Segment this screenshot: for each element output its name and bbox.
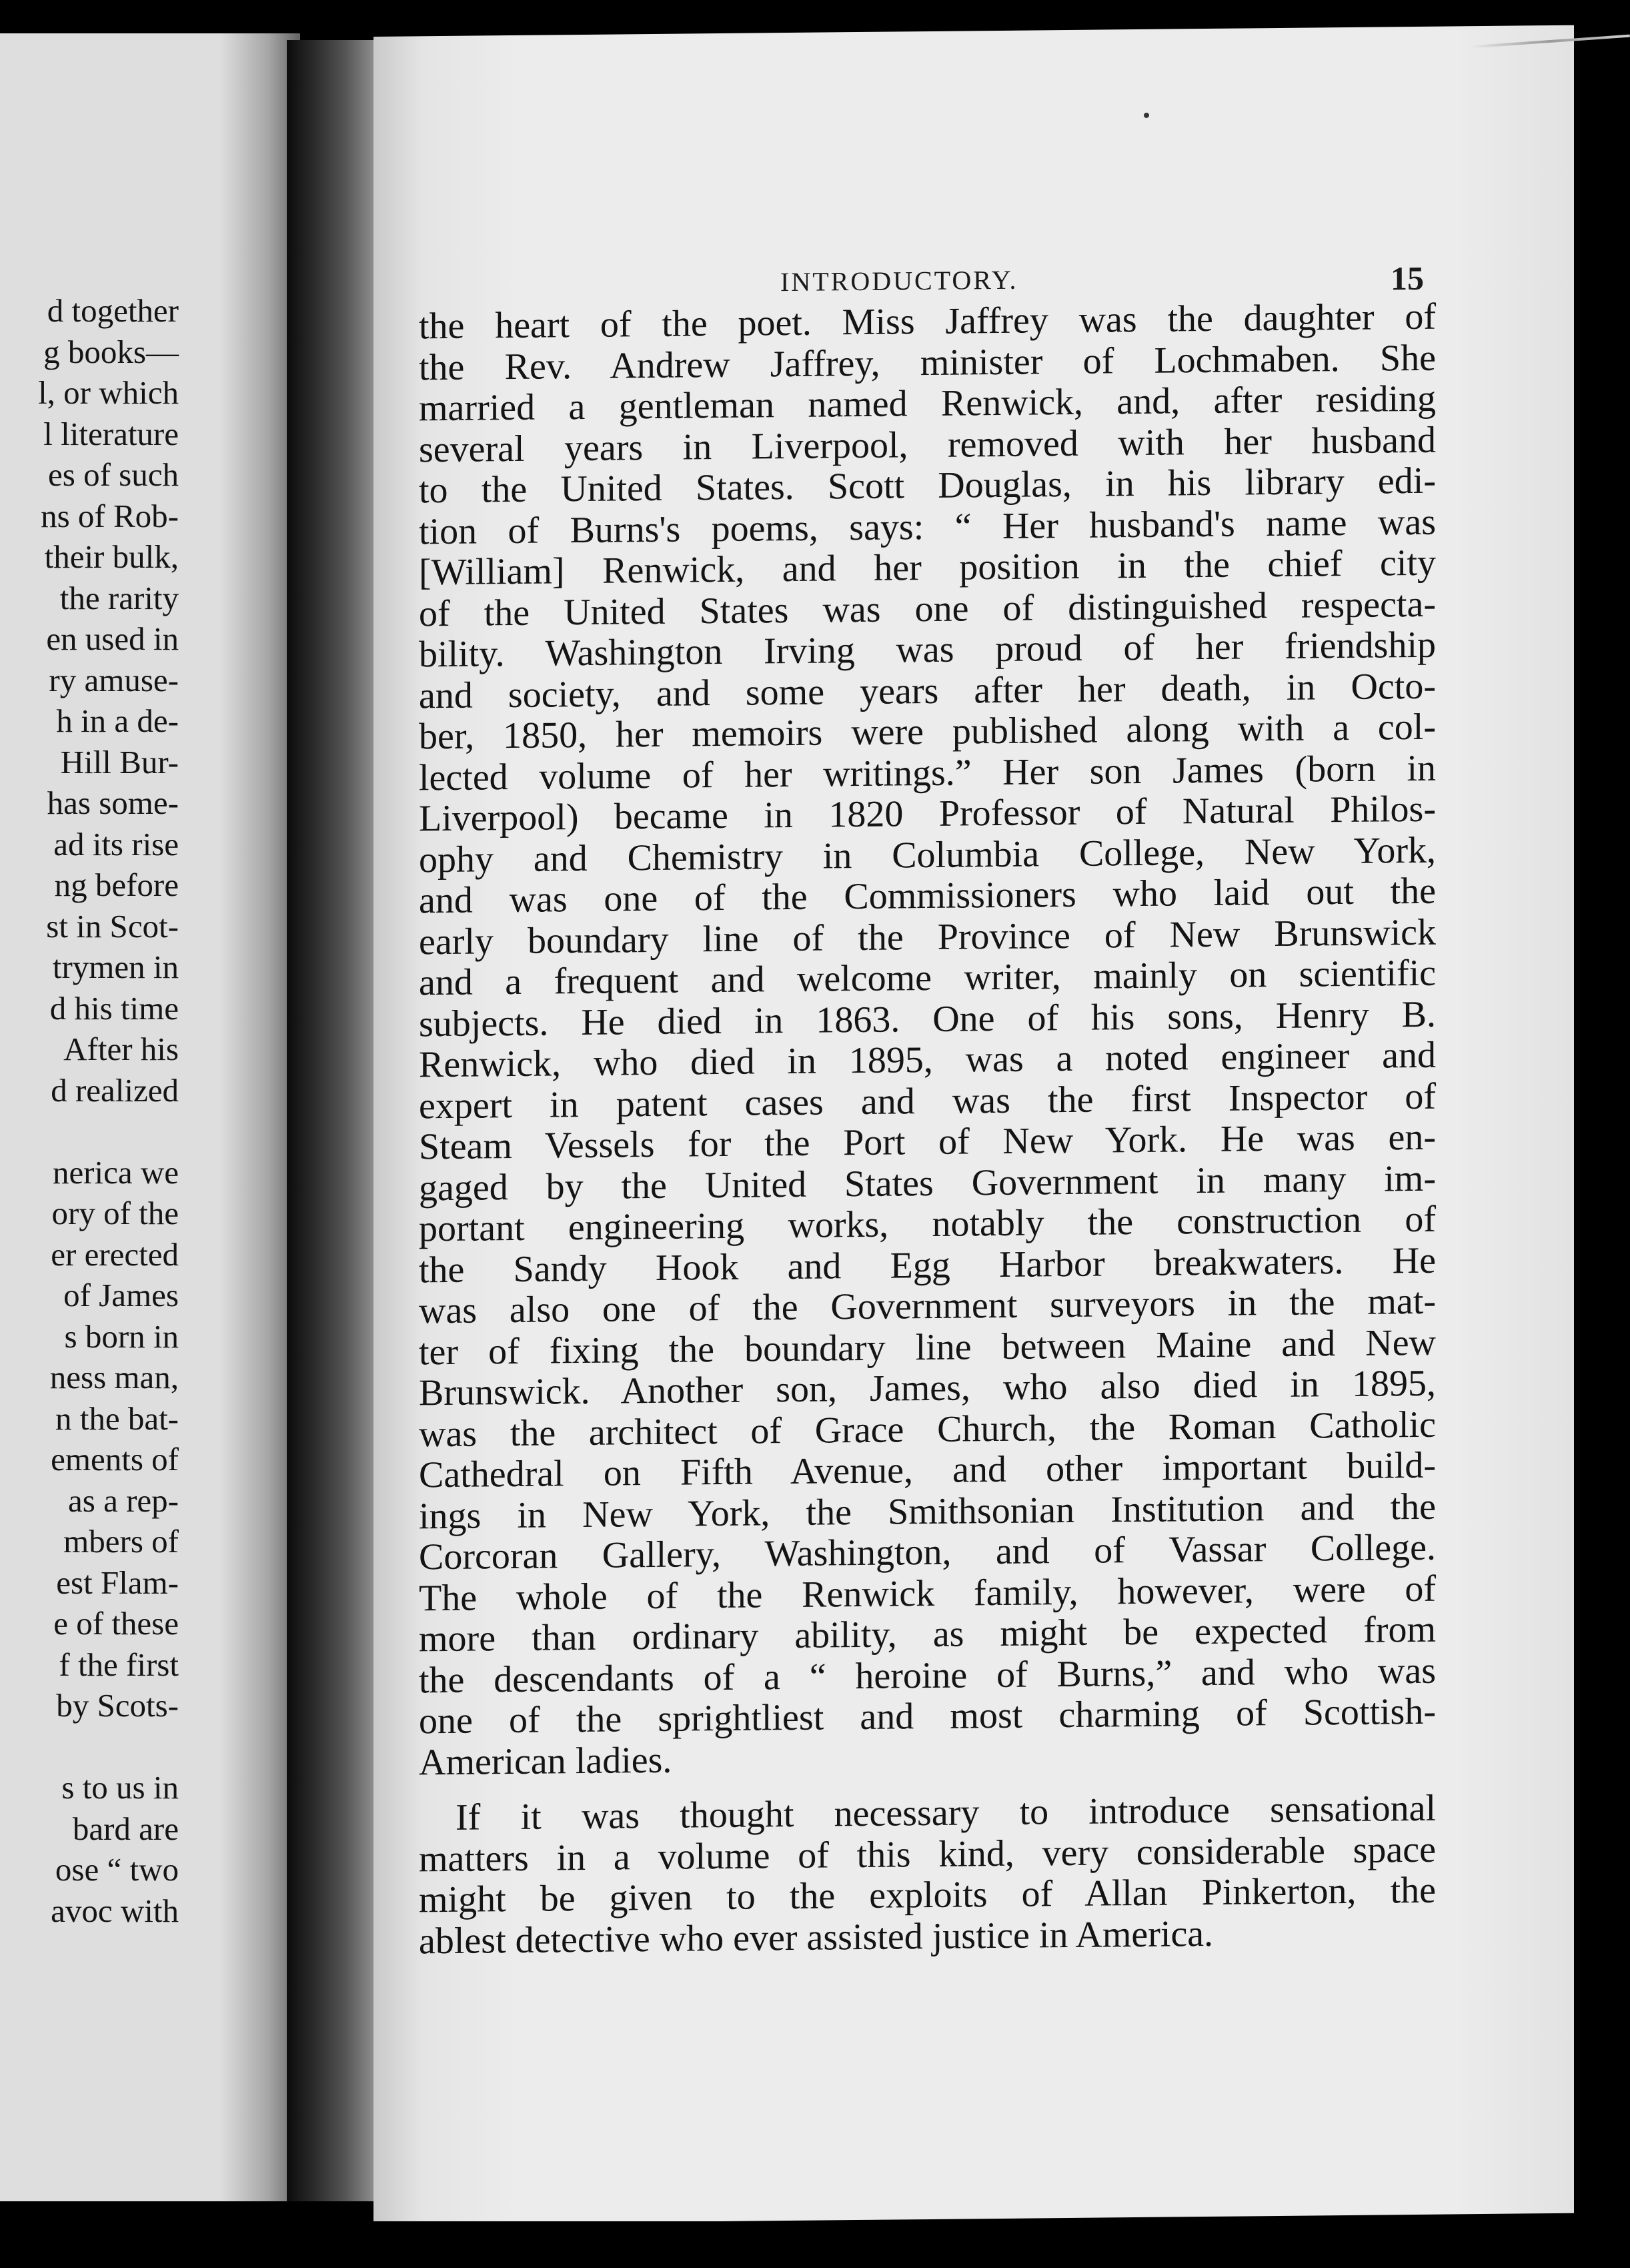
left-page-line: d realized: [51, 1071, 179, 1109]
left-page-line: er erected: [51, 1235, 179, 1273]
page-number: 15: [1391, 259, 1424, 298]
body-line: The whole of the Renwick family, however, were of: [419, 1568, 1436, 1619]
body-line: ophy and Chemistry in Columbia College, New York,: [419, 829, 1436, 881]
left-page-line: ements of: [51, 1441, 179, 1478]
left-page-line: l, or which: [38, 374, 179, 411]
left-page-line: en used in: [46, 620, 179, 657]
body-line: subjects. He died in 1863. One of his sons, Henry B.: [419, 993, 1436, 1045]
body-line: portant engineering works, notably the construction of: [419, 1198, 1436, 1250]
body-line: and was one of the Commissioners who laid out the: [419, 870, 1436, 922]
left-page-line: their bulk,: [44, 538, 179, 575]
body-line: the Sandy Hook and Egg Harbor breakwaters. He: [419, 1239, 1436, 1291]
body-line: to the United States. Scott Douglas, in his library edi-: [419, 460, 1436, 512]
left-page-line: s born in: [64, 1317, 179, 1355]
left-page-line: trymen in: [52, 949, 179, 985]
left-page-blank: [38, 1726, 179, 1768]
left-page-line: After his: [63, 1031, 179, 1067]
body-line: expert in patent cases and was the first Inspector of: [419, 1075, 1436, 1127]
body-line: and society, and some years after her death, in Octo-: [419, 665, 1436, 716]
left-page-line: ns of Rob-: [41, 497, 179, 534]
left-page-line: st in Scot-: [46, 907, 179, 945]
body-line: matters in a volume of this kind, very considerable space: [419, 1828, 1436, 1880]
left-page-line: n the bat-: [55, 1399, 179, 1437]
body-line: ablest detective who ever assisted justice in America.: [419, 1912, 1214, 1962]
body-line: Liverpool) became in 1820 Professor of Natural Philos-: [419, 788, 1436, 840]
body-line: one of the sprightliest and most charming of Scottish-: [419, 1690, 1436, 1742]
left-page-line: s to us in: [61, 1769, 179, 1806]
body-line: Cathedral on Fifth Avenue, and other important build-: [419, 1444, 1436, 1496]
body-text: [419, 297, 1436, 1962]
body-line: Corcoran Gallery, Washington, and of Vassar College.: [419, 1526, 1436, 1578]
body-line: If it was thought necessary to introduce sensational: [456, 1787, 1436, 1838]
left-page-line: as a rep-: [68, 1482, 179, 1519]
left-page-line: ose “ two: [55, 1851, 179, 1888]
body-line: of the United States was one of distinguished respecta-: [419, 583, 1436, 634]
left-page-text: [38, 290, 179, 1931]
left-page-line: bard are: [72, 1810, 179, 1847]
left-page-line: es of such: [48, 456, 179, 493]
left-page-line: the rarity: [59, 579, 179, 616]
left-page-line: f the first: [59, 1646, 179, 1683]
left-page-line: ness man,: [49, 1359, 179, 1395]
body-line: more than ordinary ability, as might be expected from: [419, 1608, 1436, 1660]
running-head: INTRODUCTORY.: [780, 264, 1018, 298]
left-page-line: nerica we: [52, 1153, 179, 1191]
left-page-blank: [38, 1111, 179, 1152]
left-page-line: ad its rise: [53, 825, 179, 863]
left-page-line: h in a de-: [56, 702, 179, 739]
body-line: was the architect of Grace Church, the Roman Catholic: [419, 1403, 1436, 1455]
right-page: [373, 25, 1574, 2225]
body-line: Renwick, who died in 1895, was a noted engineer and: [419, 1034, 1436, 1086]
left-page-line: Hill Bur-: [60, 743, 179, 780]
body-line: the heart of the poet. Miss Jaffrey was the daughter of: [419, 296, 1436, 348]
body-line: Steam Vessels for the Port of New York. He was en-: [419, 1116, 1436, 1168]
body-line: several years in Liverpool, removed with her husband: [419, 419, 1436, 470]
body-line: married a gentleman named Renwick, and, after residing: [419, 378, 1436, 430]
speck: [1144, 113, 1149, 118]
body-line: tion of Burns's poems, says: “ Her husband's name was: [419, 501, 1436, 552]
body-line: ings in New York, the Smithsonian Institution and the: [419, 1486, 1436, 1537]
left-page: [0, 33, 300, 2201]
left-page-line: ry amuse-: [49, 661, 179, 698]
body-line: lected volume of her writings.” Her son James (born in: [419, 747, 1436, 798]
left-page-line: avoc with: [51, 1892, 179, 1929]
left-page-line: d his time: [49, 989, 179, 1027]
body-line: might be given to the exploits of Allan Pinkerton, the: [419, 1869, 1436, 1921]
left-page-line: g books—: [43, 333, 179, 370]
left-page-line: e of these: [53, 1605, 179, 1642]
left-page-line: ng before: [54, 867, 179, 903]
left-page-line: mbers of: [63, 1523, 179, 1560]
left-page-line: has some-: [47, 784, 179, 821]
body-line: ter of fixing the boundary line between Maine and New: [419, 1321, 1436, 1373]
bottom-edge: [0, 2221, 1630, 2268]
left-page-line: l literature: [43, 415, 179, 452]
body-line: ber, 1850, her memoirs were published along with a col-: [419, 706, 1436, 758]
body-line: early boundary line of the Province of New Brunswick: [419, 911, 1436, 963]
body-line: was also one of the Government surveyors in the mat-: [419, 1280, 1436, 1332]
left-page-line: est Flam-: [56, 1564, 179, 1601]
body-line: gaged by the United States Government in many im-: [419, 1157, 1436, 1209]
body-line: the Rev. Andrew Jaffrey, minister of Lochmaben. She: [419, 337, 1436, 388]
left-page-line: ory of the: [51, 1195, 179, 1231]
left-page-line: of James: [63, 1277, 179, 1313]
body-line: and a frequent and welcome writer, mainly on scientific: [419, 952, 1436, 1004]
body-line: bility. Washington Irving was proud of her friendship: [419, 624, 1436, 676]
body-line: Brunswick. Another son, James, who also died in 1895,: [419, 1362, 1436, 1414]
body-line: the descendants of a “ heroine of Burns,” and who was: [419, 1650, 1436, 1701]
left-page-line: d together: [47, 292, 179, 329]
body-line: [William] Renwick, and her position in the chief city: [419, 542, 1436, 594]
body-line: American ladies.: [419, 1739, 672, 1783]
left-page-line: by Scots-: [56, 1687, 179, 1724]
